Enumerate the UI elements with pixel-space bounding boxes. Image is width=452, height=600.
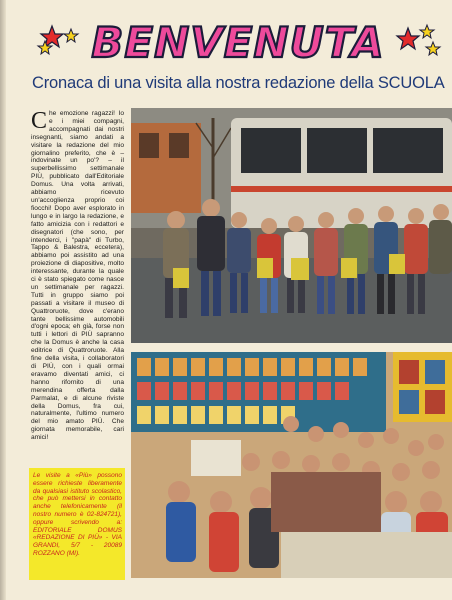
photo-classroom xyxy=(131,352,452,578)
article-body xyxy=(31,110,124,442)
photo-group-bus xyxy=(131,108,452,343)
visit-info-box xyxy=(29,468,125,580)
article-dropcap: C xyxy=(31,108,48,134)
welcome-banner xyxy=(0,0,452,70)
visit-info-text: Le visite a «Più» possono essere richieste liberamente da qualsiasi istituto scolastico, che può mettersi in contatto anche telefonicamente (il nostro numero è 02-824721), oppure scrivendo a: EDITORIALE DOMUS «REDAZIONE DI PIÙ» - VIA GRANDI, 5/7 - 20089 ROZZANO (MI). xyxy=(33,472,122,557)
photo-group-bus-image xyxy=(131,108,452,343)
star-cluster-left-icon xyxy=(38,26,78,54)
article-text: he emozione ragazzi! Io e i miei compagni, accompagnati dai nostri insegnanti, siamo andati a visitare la redazione del mio giornalino preferito, che è – indovinate un po'? – il superbellissimo settimanale PIÙ, pubblicato dall'Editoriale Domus. Una volta arrivati, abbiamo ricevuto un'accoglienza proprio coi fiocchi! Dopo aver esplorato in lungo e in largo la redazione, e fatto amicizia con i redattori e disegnatori (che sono, per intenderci, i "papà" di Turbo, Tappo & Balestra, eccetera), abbiamo poi assistito ad una proiezione di diapositive, molto interessante, durante la quale ci è stato spiegato come nasce un settimanale per ragazzi. Tutti in gruppo siamo poi passati a visitare il museo di Quattroruote, dove c'erano tante bellissime automobili d'ogni epoca; eh già, forse non tutti i lettori di PIÙ sapranno che la Domus è anche la casa editrice di Quattroruote. Alla fine della visita, i collaboratori di PIÙ, con i quali ormai eravamo diventati amici, ci hanno rifornito di una merendina offerta dalla Parmalat, e di alcune riviste della Domus, fra cui, naturalmente, l'ultimo numero del mio amato PIÙ. Che giornata memorabile, cari amici! xyxy=(31,110,124,442)
banner-graphic xyxy=(0,0,452,70)
page-headline: Cronaca di una visita alla nostra redazione della SCUOLA xyxy=(32,74,445,92)
page-binding-edge xyxy=(0,0,6,600)
star-cluster-right-icon xyxy=(397,25,440,55)
banner-title: BENVENUTA xyxy=(91,18,385,67)
photo-classroom-image xyxy=(131,352,452,578)
